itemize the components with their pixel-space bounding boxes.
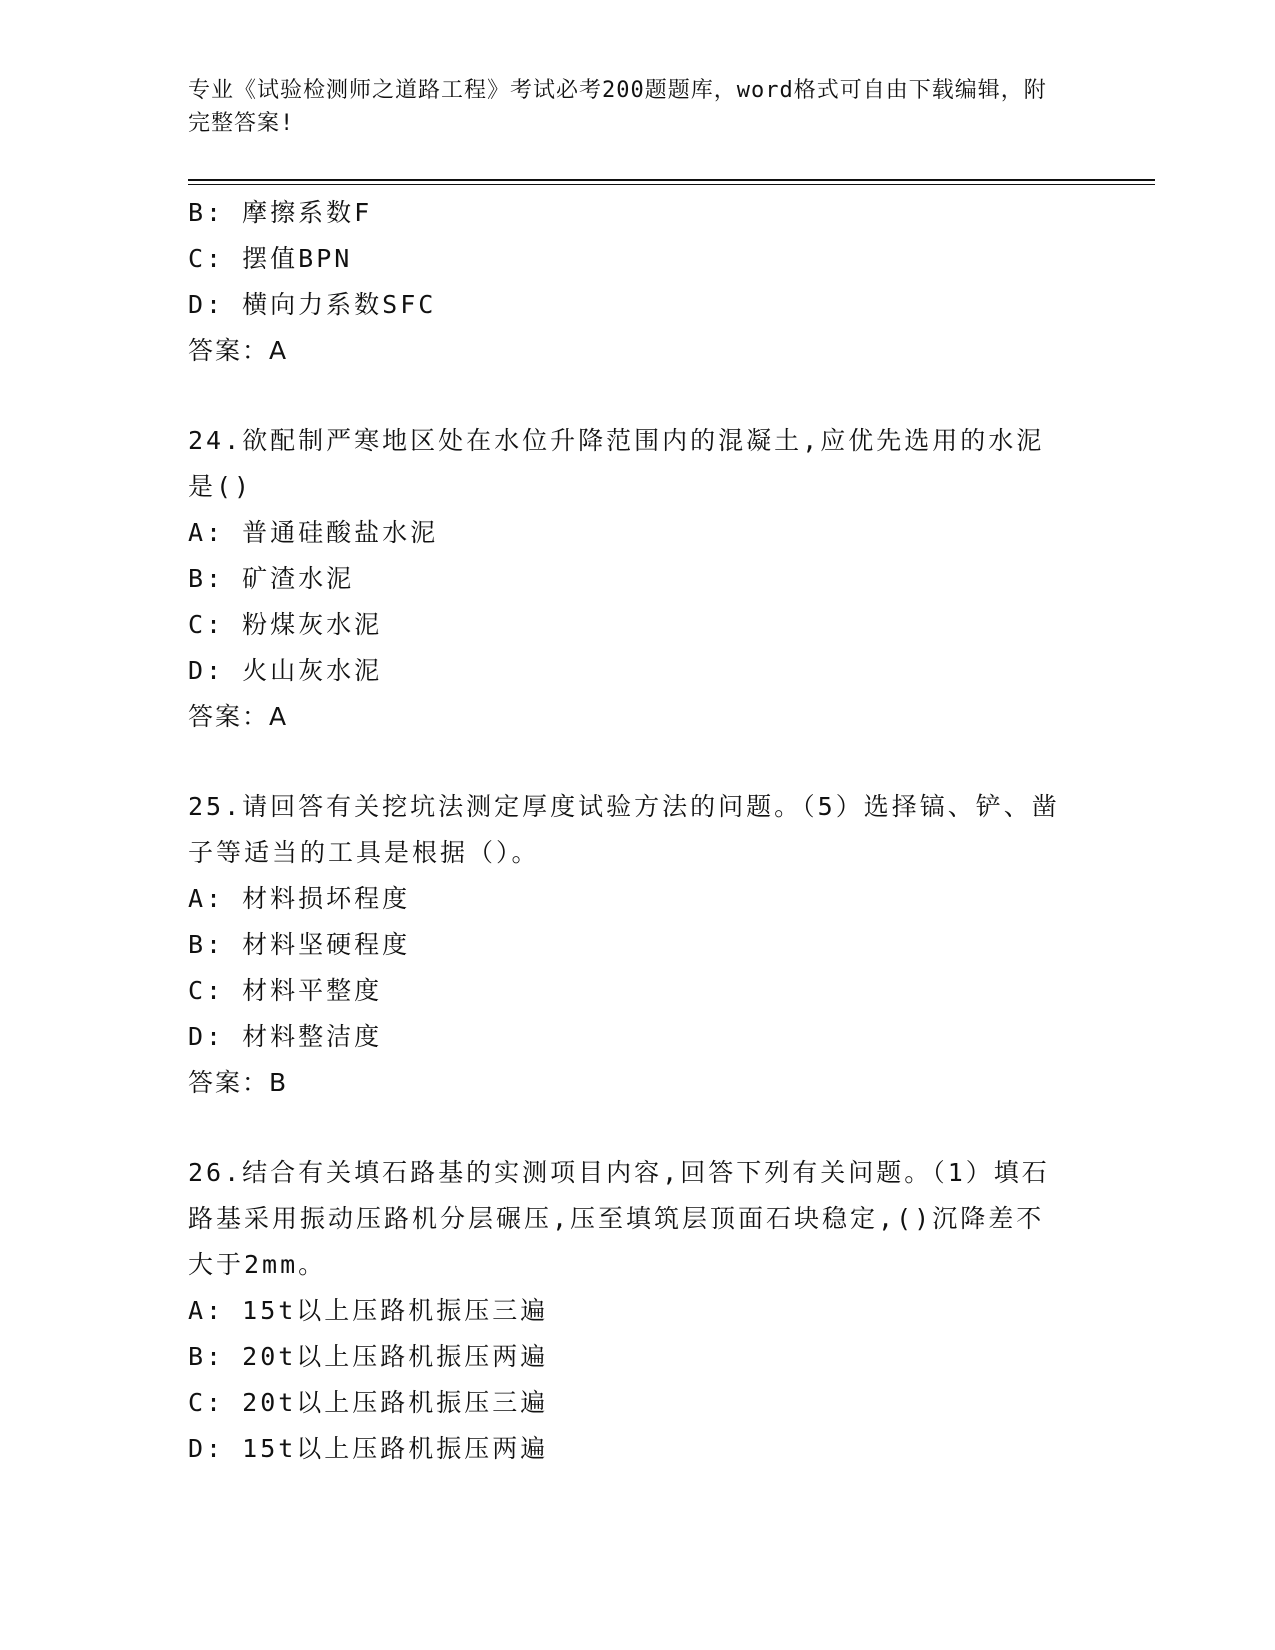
option-c: C: 粉煤灰水泥 — [188, 610, 383, 639]
answer-line: 答案：A — [188, 702, 289, 731]
question-25 — [188, 784, 1088, 1106]
question-24 — [188, 418, 1088, 740]
option-a: A: 15t以上压路机振压三遍 — [188, 1296, 549, 1325]
option-d: D: 横向力系数SFC — [188, 290, 437, 319]
option-b: B: 材料坚硬程度 — [188, 930, 411, 959]
page-header-title: 专业《试验检测师之道路工程》考试必考200题题库，word格式可自由下载编辑，附完整答案! — [188, 78, 1047, 136]
question-stem: 25.请回答有关挖坑法测定厚度试验方法的问题。（5）选择镐、铲、凿子等适当的工具是根据（）。 — [188, 792, 1060, 867]
question-stem: 26.结合有关填石路基的实测项目内容,回答下列有关问题。（1）填石路基采用振动压路机分层碾压,压至填筑层顶面石块稳定,()沉降差不大于2mm。 — [188, 1158, 1050, 1279]
question-stem: 24.欲配制严寒地区处在水位升降范围内的混凝土,应优先选用的水泥是() — [188, 426, 1045, 501]
option-b: B: 摩擦系数F — [188, 198, 373, 227]
option-a: A: 普通硅酸盐水泥 — [188, 518, 439, 547]
answer-line: 答案：B — [188, 1068, 289, 1097]
question-23-continued — [188, 190, 1088, 374]
header-divider-thick — [188, 179, 1155, 181]
option-b: B: 矿渣水泥 — [188, 564, 355, 593]
option-c: C: 摆值BPN — [188, 244, 353, 273]
option-a: A: 材料损坏程度 — [188, 884, 411, 913]
option-b: B: 20t以上压路机振压两遍 — [188, 1342, 549, 1371]
option-c: C: 材料平整度 — [188, 976, 383, 1005]
answer-line: 答案：A — [188, 336, 289, 365]
header-divider-thin — [188, 184, 1155, 185]
option-d: D: 火山灰水泥 — [188, 656, 383, 685]
question-list — [188, 190, 1088, 1472]
option-d: D: 材料整洁度 — [188, 1022, 383, 1051]
option-c: C: 20t以上压路机振压三遍 — [188, 1388, 549, 1417]
option-d: D: 15t以上压路机振压两遍 — [188, 1434, 549, 1463]
question-26 — [188, 1150, 1088, 1472]
